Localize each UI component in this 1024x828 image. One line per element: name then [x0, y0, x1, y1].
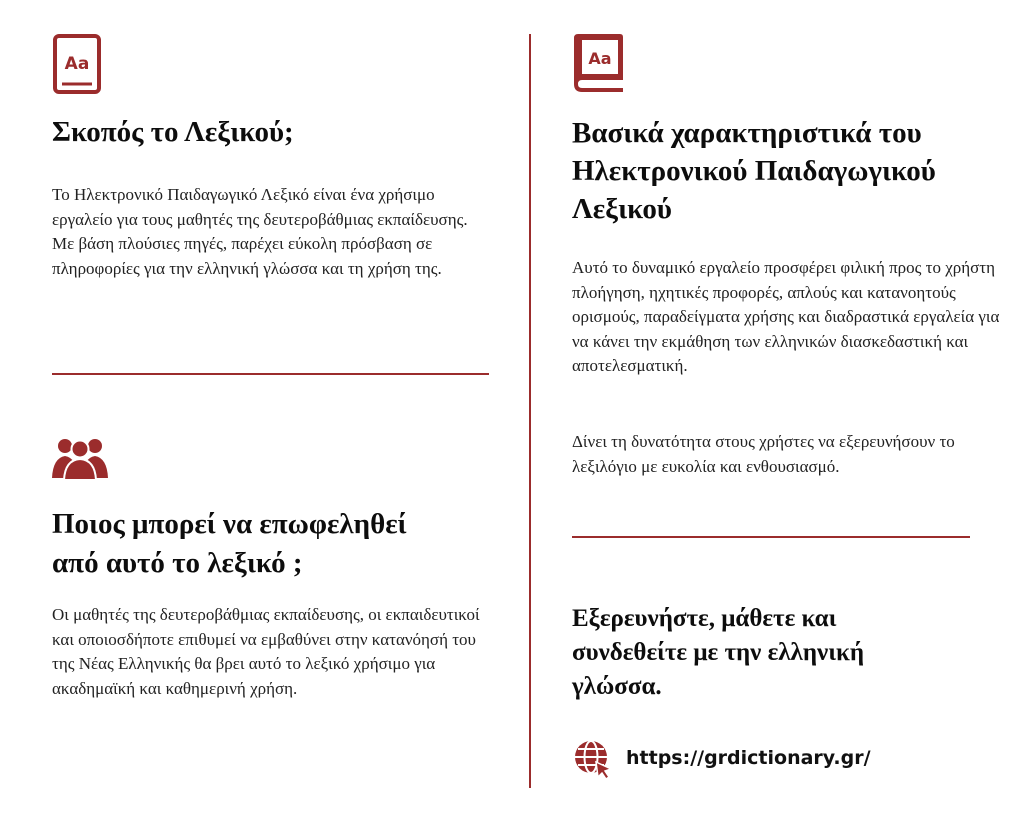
features-title-line2: Ηλεκτρονικού Παιδαγωγικού — [572, 155, 936, 187]
section-title-features — [572, 115, 1012, 227]
enthusiasm-paragraph: Δίνει τη δυνατότητα στους χρήστες να εξερευνήσουν το λεξιλόγιο με ευκολία και ενθουσιασμό. — [572, 432, 955, 476]
features-title-line3: Λεξικού — [572, 193, 672, 225]
purpose-paragraph: Το Ηλεκτρονικό Παιδαγωγικό Λεξικό είναι ένα χρήσιμο εργαλείο για τους μαθητές της δευτεροβάθμιας εκπαίδευσης. Με βάση πλούσιες πηγές, παρέχει εύκολη πρόσβαση σε πληροφορίες για την ελληνική γλώσσα και τη χρήση της. — [52, 185, 468, 278]
right-divider — [572, 536, 970, 538]
cta-line1: Εξερευνήστε, μάθετε και — [572, 605, 837, 632]
book-icon-text: Aa — [588, 49, 612, 68]
features-title-line1: Βασικά χαρακτηριστικά του — [572, 117, 922, 149]
dictionary-icon-text: Aa — [64, 54, 90, 74]
section-title-purpose: Σκοπός το Λεξικού; — [52, 116, 294, 148]
website-link-row[interactable] — [572, 738, 972, 780]
call-to-action — [572, 602, 992, 704]
left-divider — [52, 373, 489, 375]
right-column — [531, 0, 1024, 828]
cta-line3: γλώσσα. — [572, 673, 662, 700]
audience-paragraph: Οι μαθητές της δευτεροβάθμιας εκπαίδευσης, οι εκπαιδευτικοί και οποιοσδήποτε επιθυμεί να εμβαθύνει στην κατανόησή του της Νέας Ελληνικής θα βρει αυτό το λεξικό χρήσιμο για ακαδημαϊκή και καθημερινή χρήση. — [52, 605, 480, 698]
group-users-icon — [50, 436, 110, 485]
dictionary-icon — [52, 34, 102, 99]
features-paragraph: Αυτό το δυναμικό εργαλείο προσφέρει φιλική προς το χρήστη πλοήγηση, ηχητικές προφορές, απλούς και κατανοητούς ορισμούς, παραδείγματα χρήσης και διαδραστικά εργαλεία για να κάνει την εκμάθηση των ελληνικών διασκεδαστική και αποτελεσματική. — [572, 258, 1000, 375]
website-url[interactable]: https://grdictionary.gr/ — [626, 747, 871, 769]
cta-line2: συνδεθείτε με την ελληνική — [572, 639, 865, 666]
audience-title-line1: Ποιος μπορεί να επωφεληθεί — [52, 508, 407, 540]
audience-title-line2: από αυτό το λεξικό ; — [52, 547, 303, 579]
book-icon — [572, 30, 628, 99]
web-globe-icon — [572, 738, 614, 785]
section-title-audience — [52, 506, 502, 581]
